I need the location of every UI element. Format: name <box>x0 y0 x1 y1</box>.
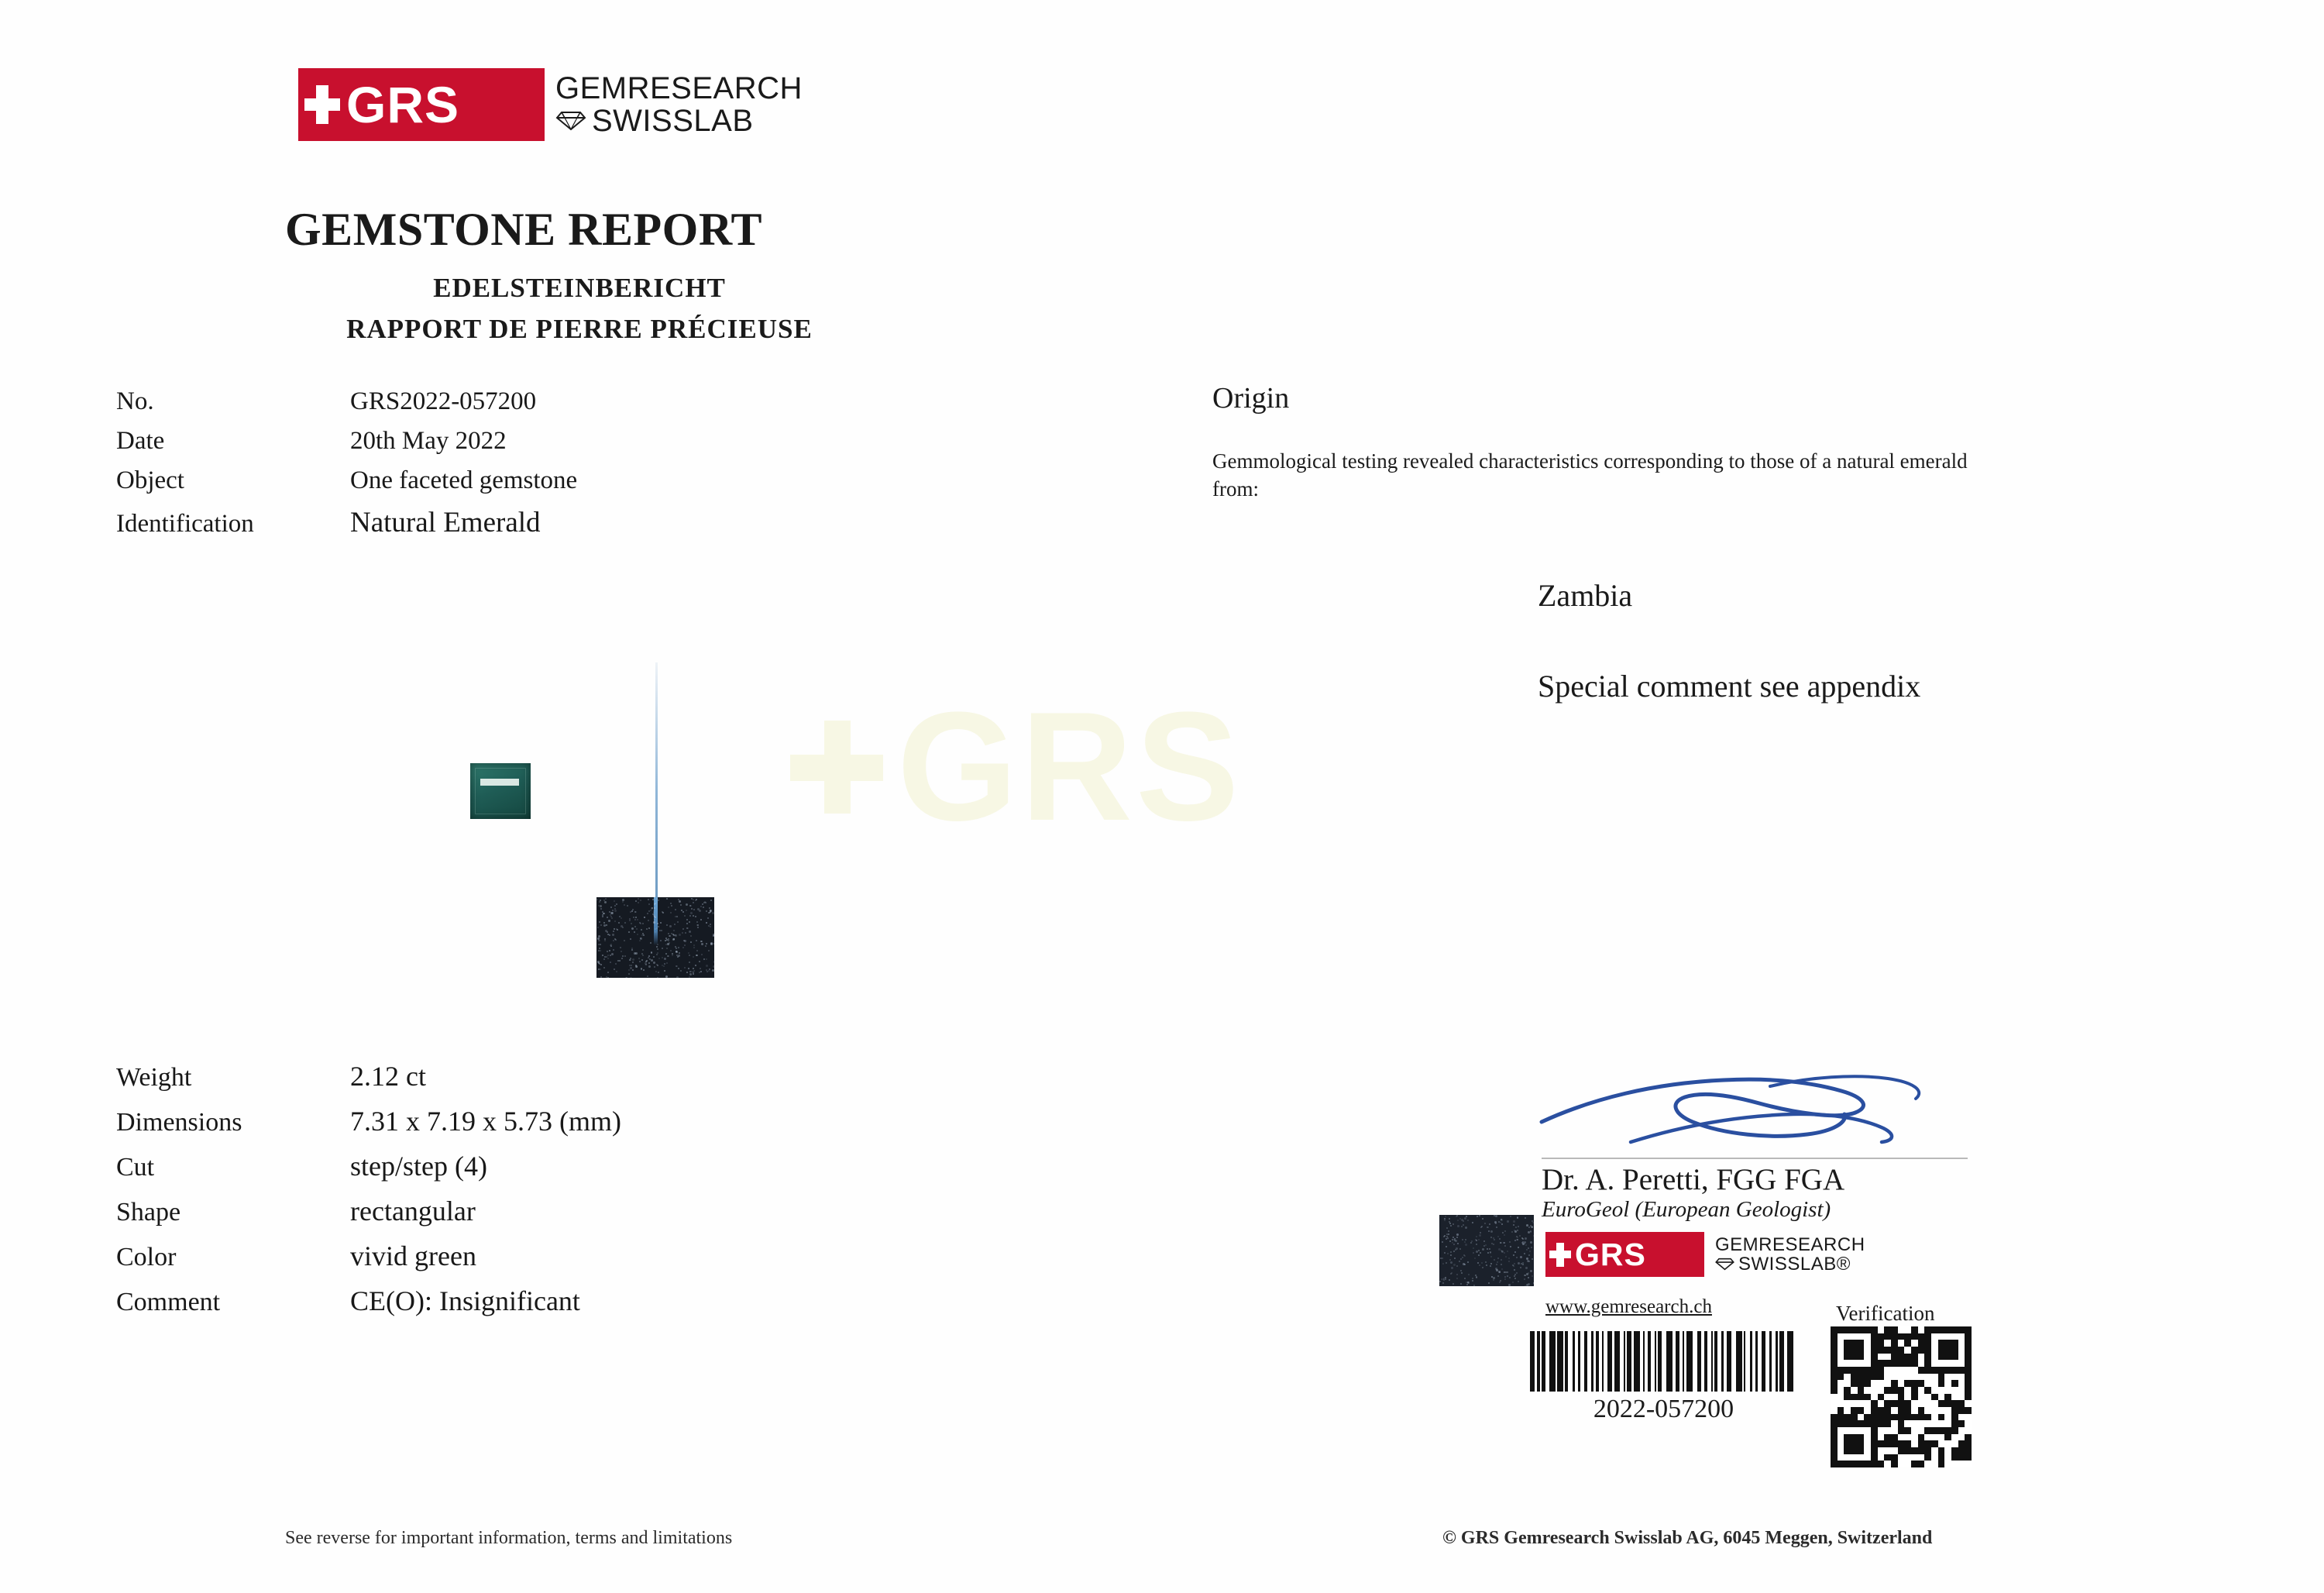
logo-brand-text: GRS <box>346 76 460 133</box>
inclusion-microphoto <box>596 897 714 978</box>
page-title-german: EDELSTEINBERICHT <box>433 273 726 303</box>
logo-line1: GEMRESEARCH <box>555 71 803 105</box>
logo-line2: SWISSLAB <box>592 104 754 138</box>
field-label-dimensions: Dimensions <box>116 1108 242 1137</box>
signature-mark <box>1538 1068 1972 1172</box>
logo-wordmark-small <box>1715 1235 1865 1275</box>
logo-line2-small-wrap <box>1715 1254 1865 1274</box>
field-label-identification: Identification <box>116 510 254 538</box>
origin-heading: Origin <box>1212 382 1290 415</box>
field-value-object: One faceted gemstone <box>350 466 578 494</box>
field-value-shape: rectangular <box>350 1196 476 1227</box>
field-row <box>116 427 577 456</box>
field-value-cut: step/step (4) <box>350 1151 487 1182</box>
field-value-color: vivid green <box>350 1240 476 1271</box>
website-link[interactable]: www.gemresearch.ch <box>1545 1296 1712 1317</box>
header-fields <box>116 387 577 550</box>
origin-note: Gemmological testing revealed characteristics corresponding to those of a natural emerald from: <box>1212 449 1968 501</box>
swiss-cross-icon <box>304 85 340 124</box>
diamond-icon <box>555 111 586 131</box>
field-label-comment: Comment <box>116 1288 221 1316</box>
origin-special-comment: Special comment see appendix <box>1538 669 1921 704</box>
field-row <box>116 466 577 495</box>
logo-line2-wrap <box>555 105 803 137</box>
field-value-weight: 2.12 ct <box>350 1061 426 1092</box>
watermark-text: GRS <box>897 680 1243 853</box>
field-label-date: Date <box>116 427 165 455</box>
field-label-weight: Weight <box>116 1063 192 1092</box>
barcode-number: 2022-057200 <box>1593 1395 1734 1423</box>
gemstone-facet-outline <box>475 768 526 814</box>
field-row <box>116 506 577 539</box>
gemstone-photo <box>470 763 531 819</box>
field-label-shape: Shape <box>116 1198 181 1227</box>
footer-note-left: See reverse for important information, terms and limitations <box>285 1528 733 1548</box>
logo-brand-text-small: GRS <box>1575 1236 1646 1272</box>
table-row <box>116 1105 621 1137</box>
origin-country: Zambia <box>1538 578 1633 613</box>
barcode <box>1530 1331 1797 1392</box>
field-value-date: 20th May 2022 <box>350 427 507 455</box>
logo-line1-small: GEMRESEARCH <box>1715 1233 1865 1255</box>
page-title-french: RAPPORT DE PIERRE PRÉCIEUSE <box>346 314 813 344</box>
table-row <box>116 1195 621 1227</box>
logo-red-block-small <box>1545 1232 1704 1277</box>
verification-label: Verification <box>1836 1302 1935 1325</box>
grs-logo-small <box>1545 1232 1865 1277</box>
signatory-name: Dr. A. Peretti, FGG FGA <box>1542 1163 1845 1196</box>
logo-wordmark <box>555 72 803 138</box>
field-value-no: GRS2022-057200 <box>350 387 537 415</box>
table-row <box>116 1240 621 1272</box>
field-row <box>116 387 577 416</box>
gemstone-table-highlight <box>480 779 519 786</box>
field-value-comment: CE(O): Insignificant <box>350 1285 580 1316</box>
logo-red-block <box>298 68 545 141</box>
grs-watermark <box>790 682 1611 852</box>
field-label-cut: Cut <box>116 1153 155 1182</box>
grs-logo <box>298 68 803 141</box>
logo-line2-small: SWISSLAB® <box>1738 1254 1851 1275</box>
field-label-object: Object <box>116 466 184 494</box>
swiss-cross-watermark-icon <box>790 721 883 814</box>
field-value-dimensions: 7.31 x 7.19 x 5.73 (mm) <box>350 1106 621 1137</box>
footer-note-right: © GRS Gemresearch Swisslab AG, 6045 Meggen, Switzerland <box>1442 1528 1933 1548</box>
diamond-icon <box>1715 1258 1734 1271</box>
signatory-title: EuroGeol (European Geologist) <box>1542 1197 1831 1222</box>
field-label-no: No. <box>116 387 154 415</box>
field-label-color: Color <box>116 1243 177 1271</box>
table-row <box>116 1285 621 1317</box>
page-title: GEMSTONE REPORT <box>285 204 763 255</box>
swiss-cross-icon <box>1549 1243 1571 1267</box>
table-row <box>116 1150 621 1182</box>
seal-microphoto <box>1439 1215 1534 1286</box>
verification-qr-code[interactable] <box>1831 1326 1972 1467</box>
inclusion-needle-line <box>655 662 658 899</box>
table-row <box>116 1060 621 1092</box>
properties-fields <box>116 1060 621 1330</box>
field-value-identification: Natural Emerald <box>350 507 541 538</box>
signature-rule <box>1542 1158 1968 1159</box>
